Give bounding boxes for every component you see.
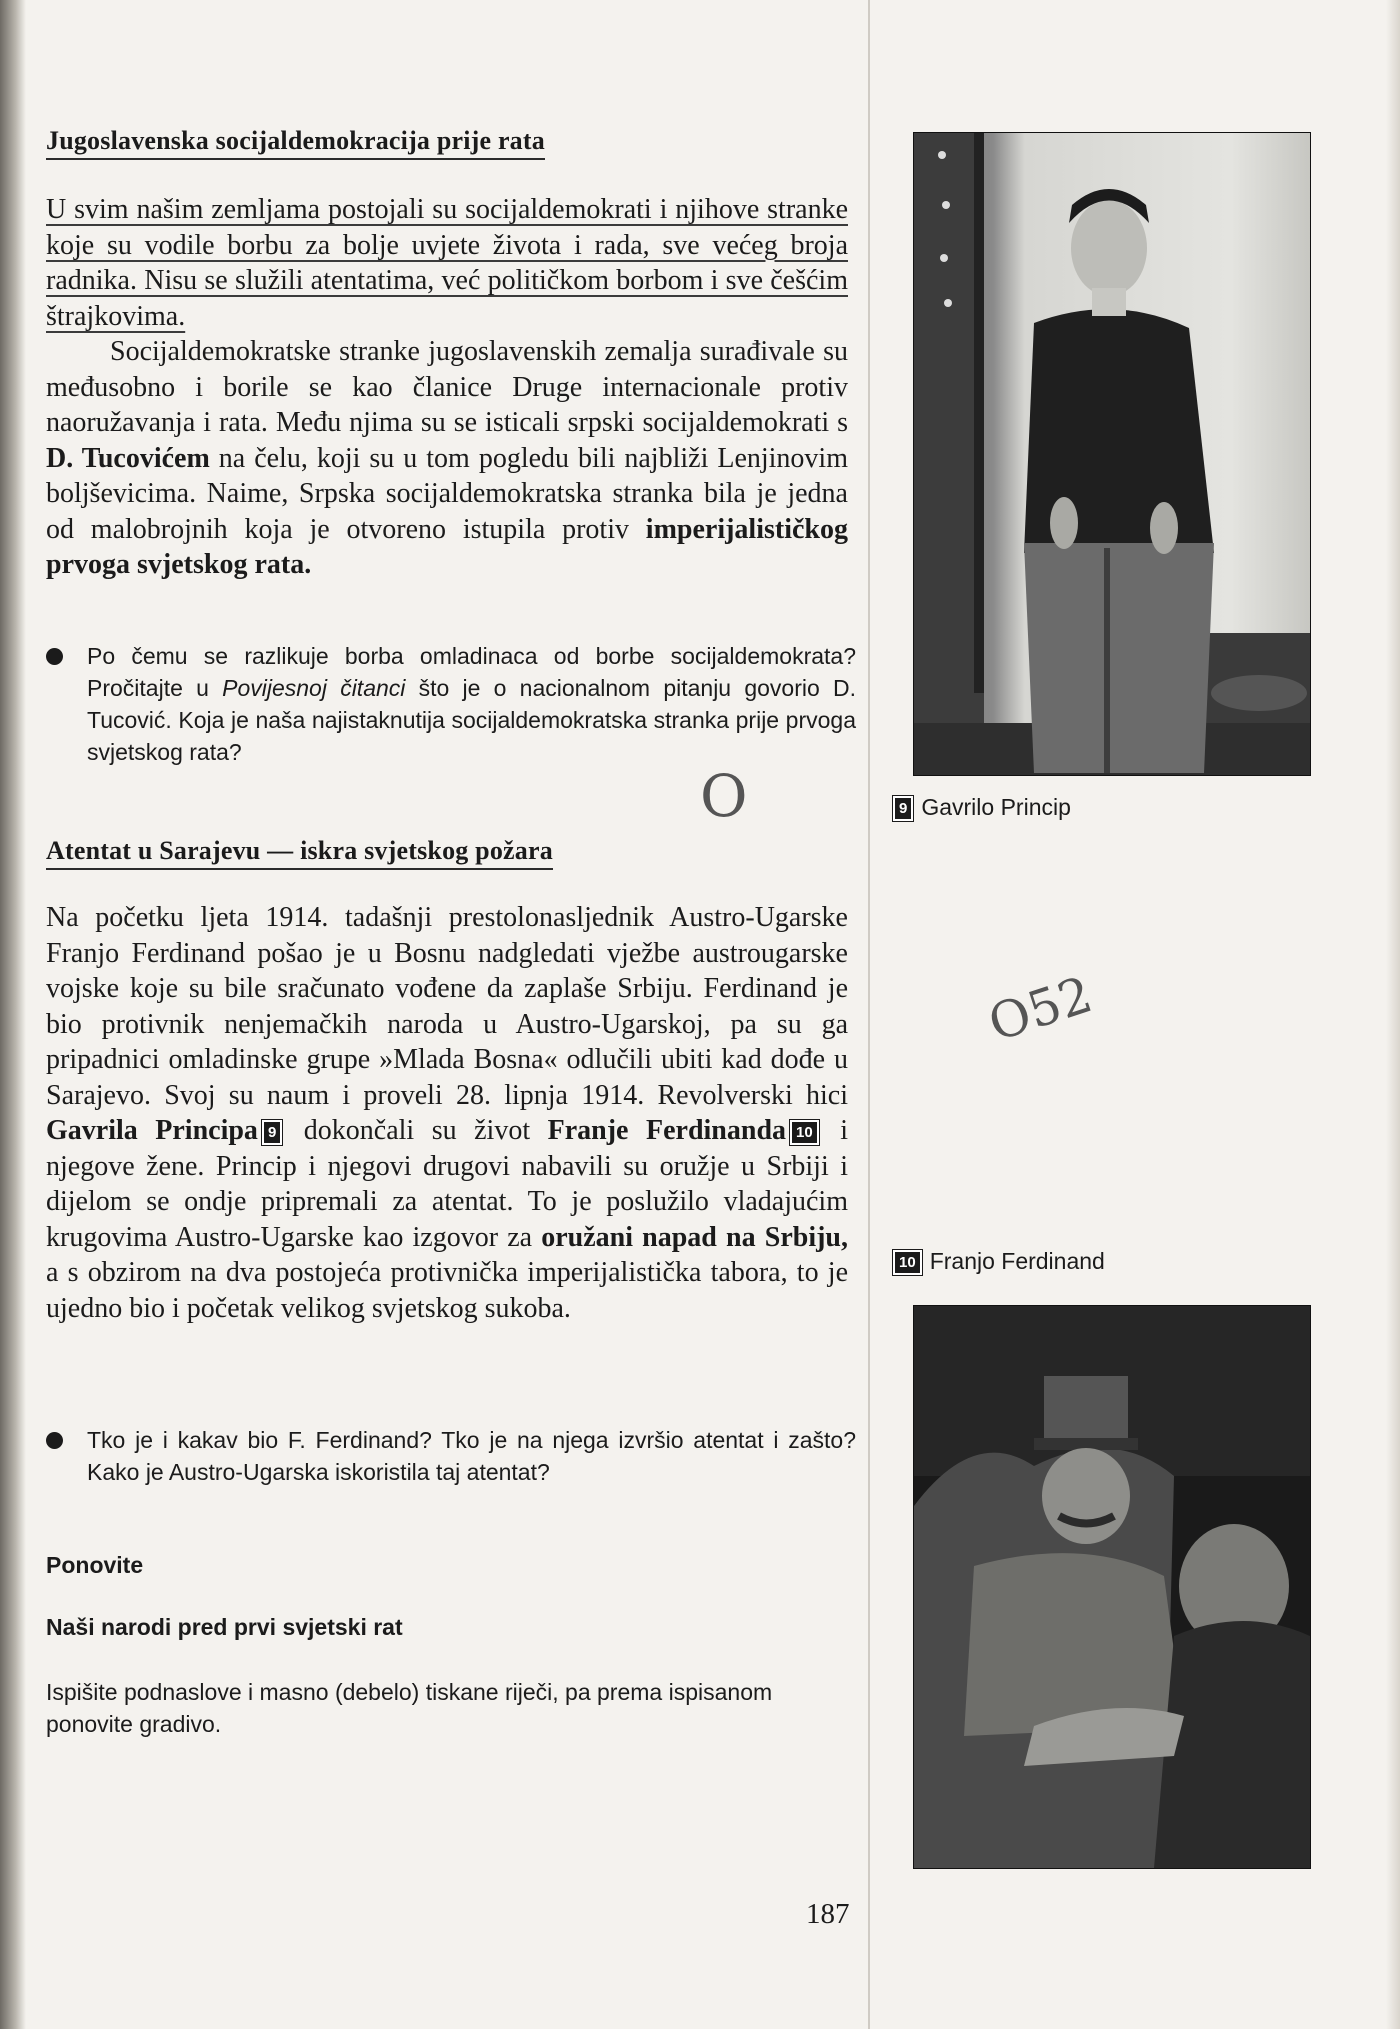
bold-oruzani-napad: oružani napad na Srbiju, [541, 1221, 848, 1253]
section2-paragraph [46, 900, 848, 1326]
photo-franjo-ferdinand [913, 1305, 1311, 1869]
bold-imperijalistickog-rata: imperijalističkog prvoga svjetskog rata. [46, 513, 848, 580]
section-heading-atentat: Atentat u Sarajevu — iskra svjetskog požara [46, 836, 553, 870]
review-text: Ispišite podnaslove i masno (debelo) tiskane riječi, pa prema ispisanom ponovite gradivo. [46, 1679, 773, 1737]
figure-ref-10: 10 [790, 1120, 819, 1145]
caption-text-10: Franjo Ferdinand [929, 1248, 1105, 1274]
question-block-1 [46, 640, 856, 768]
figure-ref-9: 9 [262, 1120, 282, 1145]
review-subheading: Naši narodi pred prvi svjetski rat [46, 1614, 403, 1640]
question-block-2 [46, 1424, 856, 1488]
question-1-part-b: što je o nacionalnom pitanju govorio D. Tucović. Koja je naša najistaknutija socijaldemokratska stranka prije prvoga svjetskog rata? [87, 675, 856, 765]
photo-gavrilo-princip [913, 132, 1311, 776]
p-text-d: a s obzirom na dva postojeća protivnička imperijalistička tabora, to je ujedno bio i početak velikog svjetskog sukoba. [46, 1257, 848, 1324]
bold-tucovic: D. Tucovićem [46, 442, 210, 474]
bullet-icon [46, 1432, 63, 1449]
section1-paragraph-2 [46, 334, 848, 583]
page-edge [1386, 0, 1400, 2029]
p2-text-b: na čelu, koji su u tom pogledu bili najbliži Lenjinovim boljševicima. Naime, Srpska socijaldemokratska stranka bila je jedna od malobrojnih koja je otvoreno istupila protiv [46, 442, 848, 545]
bullet-icon [46, 648, 63, 665]
p2-text-a: Socijaldemokratske stranke jugoslavenskih zemalja surađivale su međusobno i borile se kao članice Druge internacionale protiv naoružavanja i rata. Među njima su se isticali srpski socijaldemokrati s [46, 336, 848, 438]
caption-figure-10 [893, 1248, 1105, 1275]
pencil-mark-circle: O [700, 762, 748, 830]
bold-franje-ferdinanda: Franje Ferdinanda [547, 1115, 787, 1146]
figure-number-9: 9 [893, 796, 913, 821]
question-1-part-a: Po čemu se razlikuje borba omladinaca od borbe socijaldemokrata? Pročitajte u [87, 643, 856, 701]
p-text-b: dokončali su život [286, 1115, 548, 1146]
question-1-text [87, 640, 856, 768]
section2-body [46, 900, 848, 1326]
section1-paragraph-1: U svim našim zemljama postojali su socijaldemokrati i njihove stranke koje su vodile borbu za bolje uvjete života i rada, sve većeg broja radnika. Nisu se služili atentatima, već političkom borbom i sve češćim štrajkovima. [46, 194, 848, 332]
caption-text-9: Gavrilo Princip [921, 794, 1071, 820]
italic-povijesna-citanka: Povijesnoj čitanci [222, 675, 406, 701]
figure-number-10: 10 [893, 1250, 922, 1275]
ferdinand-illustration [914, 1306, 1310, 1868]
column-divider [868, 0, 870, 2029]
portrait-illustration [914, 133, 1310, 775]
p-text-a: Na početku ljeta 1914. tadašnji prestolonasljednik Austro-Ugarske Franjo Ferdinand pošao je u Bosnu nadgledati vježbe austrougarske vojske koje su bile sračunato vođene da zaplaše Srbiju. Ferdinand je bio protivnik nenjemačkih naroda u Austro-Ugarskoj, pa su ga pripadnici omladinske grupe »Mlada Bosna« odlučili ubiti kad dođe u Sarajevo. Svoj su naum i proveli 28. lipnja 1914. Revolverski hici [46, 902, 848, 1111]
p-text-c: i njegove žene. Princip i njegovi drugovi nabavili su oružje u Srbiji i dijelom se ondje pripremali za atentat. To je poslužilo vladajućim krugovima Austro-Ugarske kao izgovor za [46, 1115, 849, 1253]
page-gutter-shadow [0, 0, 26, 2029]
pencil-mark-number: O52 [981, 965, 1100, 1053]
page-number: 187 [806, 1898, 850, 1930]
review-heading: Ponovite [46, 1552, 144, 1578]
caption-figure-9 [893, 794, 1071, 821]
bold-gavrila-principa: Gavrila Principa [46, 1115, 258, 1146]
section-heading-socijaldemokracija: Jugoslavenska socijaldemokracija prije rata [46, 126, 545, 160]
section1-body [46, 192, 848, 583]
question-2-text: Tko je i kakav bio F. Ferdinand? Tko je na njega izvršio atentat i zašto? Kako je Austro-Ugarska iskoristila taj atentat? [87, 1427, 856, 1485]
